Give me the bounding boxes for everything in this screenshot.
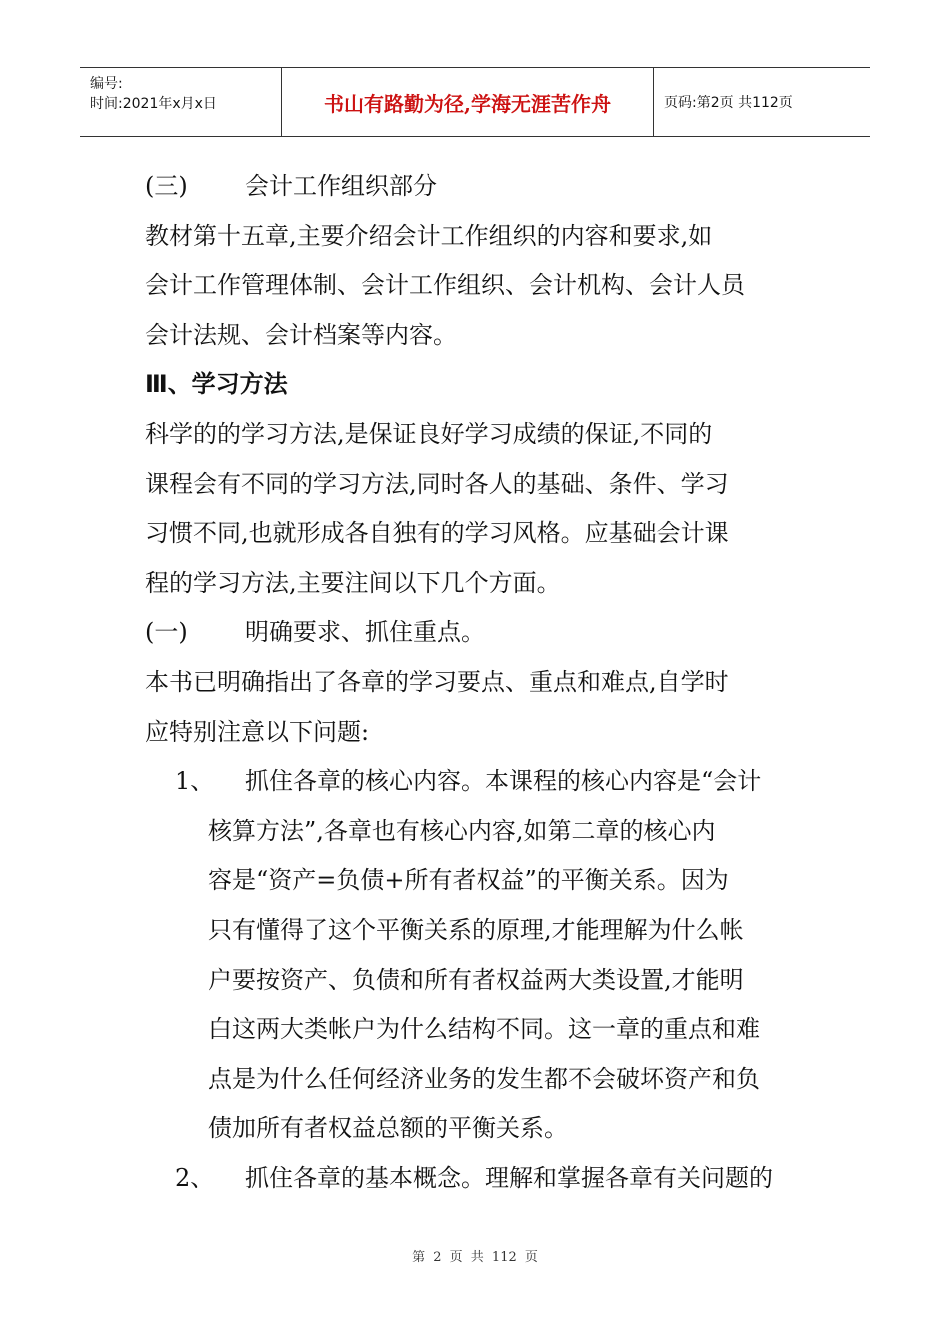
paragraph-line: 习惯不同,也就形成各自独有的学习风格。应基础会计课 xyxy=(145,519,729,548)
list-item-line: 只有懂得了这个平衡关系的原理,才能理解为什么帐 xyxy=(208,915,744,944)
paragraph-line: 程的学习方法,主要注间以下几个方面。 xyxy=(145,568,561,597)
subsection-title: 明确要求、抓住重点。 xyxy=(245,618,485,647)
list-item-text: 抓住各章的基本概念。理解和掌握各章有关问题的 xyxy=(245,1163,773,1192)
list-item-line: 户要按资产、负债和所有者权益两大类设置,才能明 xyxy=(208,965,744,994)
list-item-line: 容是“资产=负债+所有者权益”的平衡关系。因为 xyxy=(208,866,729,895)
paragraph-line: 教材第十五章,主要介绍会计工作组织的内容和要求,如 xyxy=(145,221,713,250)
paragraph-line: 课程会有不同的学习方法,同时各人的基础、条件、学习 xyxy=(145,469,729,498)
number-label: 编号: xyxy=(90,76,123,92)
paragraph-line: 本书已明确指出了各章的学习要点、重点和难点,自学时 xyxy=(145,667,729,696)
subsection-number: (三) xyxy=(145,172,188,200)
section-heading: Ⅲ、学习方法 xyxy=(145,370,288,399)
list-item-line: 债加所有者权益总额的平衡关系。 xyxy=(208,1114,568,1143)
paragraph-line: 应特别注意以下问题: xyxy=(145,717,370,746)
list-item-line: 核算方法”,各章也有核心内容,如第二章的核心内 xyxy=(208,816,716,845)
list-item-text: 抓住各章的核心内容。本课程的核心内容是“会计 xyxy=(245,767,762,796)
subsection-1 xyxy=(145,608,815,658)
header-motto: 书山有路勤为径,学海无涯苦作舟 xyxy=(282,68,654,136)
header-page-info: 页码:第2页 共112页 xyxy=(664,95,793,111)
list-item-2 xyxy=(175,1154,815,1204)
header-meta xyxy=(80,68,282,136)
subsection-title: 会计工作组织部分 xyxy=(245,172,437,200)
list-item-line: 点是为什么任何经济业务的发生都不会破坏资产和负 xyxy=(208,1064,760,1093)
list-item-line: 白这两大类帐户为什么结构不同。这一章的重点和难 xyxy=(208,1015,760,1044)
list-item-1 xyxy=(175,757,815,807)
subsection-3 xyxy=(145,162,815,212)
subsection-number: (一) xyxy=(145,618,188,647)
page-header xyxy=(80,67,870,137)
paragraph-line: 会计法规、会计档案等内容。 xyxy=(145,320,457,349)
list-number: 2、 xyxy=(175,1163,215,1192)
paragraph-line: 科学的的学习方法,是保证良好学习成绩的保证,不同的 xyxy=(145,419,713,448)
time-label: 时间:2021年x月x日 xyxy=(90,96,217,112)
page-footer: 第 2 页 共 112 页 xyxy=(412,1250,538,1265)
list-number: 1、 xyxy=(175,767,215,796)
document-body xyxy=(145,162,815,1203)
paragraph-line: 会计工作管理体制、会计工作组织、会计机构、会计人员 xyxy=(145,271,745,300)
